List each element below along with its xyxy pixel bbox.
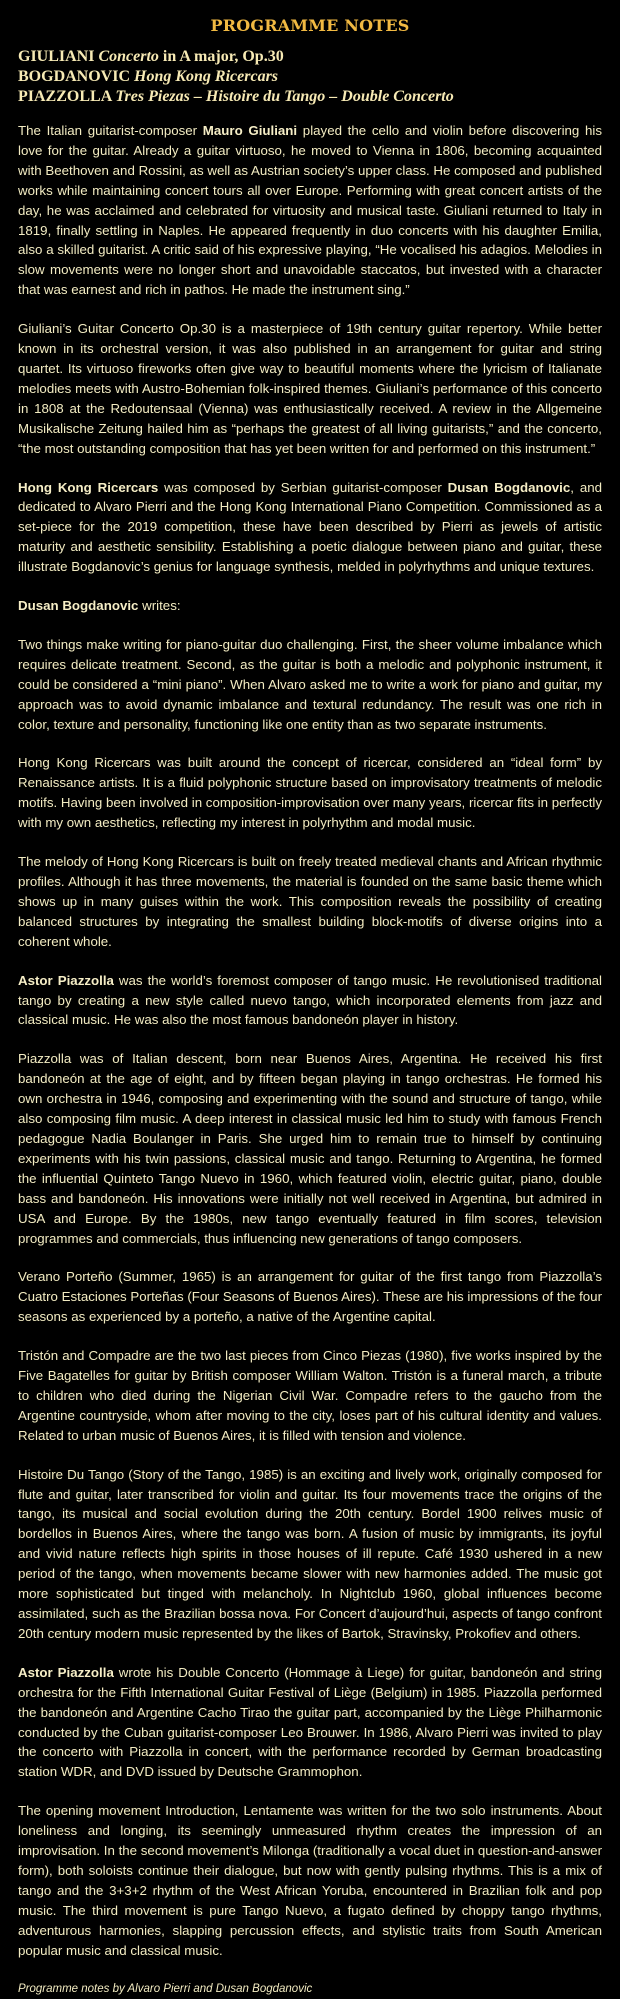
composer-name: GIULIANI	[18, 48, 94, 65]
work-title: Tres Piezas – Histoire du Tango – Double Concerto	[115, 88, 453, 105]
text: The Italian guitarist-composer	[18, 123, 203, 138]
text: played the cello and violin before discovering his love for the guitar. Already a guitar virtuoso, he moved to Vienna in 1806, becoming acquainted with Beethoven and Rossini, as well as Austrian society’s upper class. He composed and published works while maintaining concert tours all over Europe. Performing with great concert artists of the day, he was acclaimed and celebrated for virtuosity and musical taste. Giuliani returned to Italy in 1819, finally settling in Naples. He appeared frequently in duo concerts with his daughter Emilia, also a skilled guitarist. A critic said of his expressive playing, “He vocalised his adagios. Melodies in slow movements were no longer short and unavoidable staccatos, but invested with a character that was earnest and rich in pathos. He made the instrument sing.”	[18, 123, 602, 297]
paragraph-histoire-du-tango: Histoire Du Tango (Story of the Tango, 1985) is an exciting and lively work, originally composed for flute and guitar, later transcribed for violin and guitar. Its four movements trace the origins of the tango, its musical and social evolution during the 20th century. Bordel 1900 relives music of bordellos in Buenos Aires, where the tango was born. A fusion of music by immigrants, its joyful and vivid nature reflects high spirits in those houses of ill repute. Café 1930 ushered in a new period of the tango, when movements became slower with new harmonies added. The music got more sophisticated but tinged with melancholy. In Nightclub 1960, global influences become assimilated, such as the Brazilian bossa nova. For Concert d’aujourd’hui, aspects of tango confront 20th century modern music represented by the likes of Bartok, Stravinsky, Prokofiev and others.	[18, 1465, 602, 1644]
text: was the world’s foremost composer of tango music. He revolutionised traditional tango by creating a new style called nuevo tango, which incorporated elements from jazz and classical music. He was also the most famous bandoneón player in history.	[18, 973, 602, 1028]
notes-body	[18, 121, 602, 1999]
text: was composed by Serbian guitarist-composer	[158, 480, 447, 495]
bold-name: Dusan Bogdanovic	[448, 480, 571, 495]
paragraph-ricercars-intro	[18, 478, 602, 578]
bold-name: Mauro Giuliani	[203, 123, 297, 138]
page-title: PROGRAMME NOTES	[18, 16, 602, 35]
work-detail: in A major, Op.30	[159, 48, 284, 65]
programme-list	[18, 47, 602, 107]
programme-item-piazzolla	[18, 87, 602, 107]
paragraph-giuliani-bio	[18, 121, 602, 300]
paragraph-double-concerto-movements: The opening movement Introduction, Lentamente was written for the two solo instruments. About loneliness and longing, its seemingly unmeasured rhythm creates the impression of an improvisation. In the second movement’s Milonga (traditionally a vocal duet in question-and-answer form), both soloists continue their dialogue, but now with gently pulsing rhythms. This is a mix of tango and the 3+3+2 rhythm of the West African Yoruba, encountered in Brazilian folk and pop music. The third movement is pure Tango Nuevo, a fugato defined by choppy tango rhythms, adventurous harmonies, slapping percussion effects, and stylistic traits from South American popular music and classical music.	[18, 1801, 602, 1960]
programme-item-giuliani	[18, 47, 602, 67]
paragraph-duo-challenges: Two things make writing for piano-guitar duo challenging. First, the sheer volume imbalance which requires delicate treatment. Second, as the guitar is both a melodic and polyphonic instrument, it could be considered a “mini piano”. When Alvaro asked me to write a work for piano and guitar, my approach was to avoid dynamic imbalance and textural redundancy. The result was one rich in color, texture and personality, functioning like one entity than as two separate instruments.	[18, 635, 602, 735]
paragraph-piazzolla-intro	[18, 971, 602, 1031]
work-title: Concerto	[98, 48, 158, 65]
text: , and dedicated to Alvaro Pierri and the Hong Kong International Piano Competition. Commissioned as a set-piece for the 2019 competition, these have been described by Pierri as jewels of artistic maturity and aesthetic sensibility. Establishing a poetic dialogue between piano and guitar, these illustrate Bogdanovic’s genius for language synthesis, melded in polyrhythms and unique textures.	[18, 480, 602, 575]
paragraph-double-concerto	[18, 1663, 602, 1782]
composer-name: BOGDANOVIC	[18, 68, 130, 85]
bold-name: Astor Piazzolla	[18, 1665, 114, 1680]
programme-item-bogdanovic	[18, 67, 602, 87]
bold-name: Dusan Bogdanovic	[18, 598, 138, 613]
text: wrote his Double Concerto (Hommage à Liege) for guitar, bandoneón and string orchestra for the Fifth International Guitar Festival of Liège (Belgium) in 1985. Piazzolla performed the bandoneón and Argentine Cacho Tirao the guitar part, accompanied by the Liège Philharmonic conducted by the Cuban guitarist-composer Leo Brouwer. In 1986, Alvaro Pierri was invited to play the concerto with Piazzolla in concert, with the performance recorded by German broadcasting station WDR, and DVD issued by Deutsche Grammophon.	[18, 1665, 602, 1780]
paragraph-ricercar-concept: Hong Kong Ricercars was built around the concept of ricercar, considered an “ideal form” by Renaissance artists. It is a fluid polyphonic structure based on improvisatory treatments of melodic motifs. Having been involved in composition-improvisation over many years, ricercar fits in perfectly with my own aesthetics, reflecting my interest in polyrhythm and modal music.	[18, 753, 602, 833]
paragraph-triston-compadre: Tristón and Compadre are the two last pieces from Cinco Piezas (1980), five works inspired by the Five Bagatelles for guitar by British composer William Walton. Tristón is a funeral march, a tribute to children who died during the Nigerian Civil War. Compadre refers to the gaucho from the Argentine countryside, whom after moving to the city, loses part of his cultural identity and values. Related to urban music of Buenos Aires, it is filled with tension and violence.	[18, 1346, 602, 1446]
bold-name: Astor Piazzolla	[18, 973, 114, 988]
paragraph-bogdanovic-writes	[18, 596, 602, 616]
paragraph-verano-porteno: Verano Porteño (Summer, 1965) is an arrangement for guitar of the first tango from Piazzolla’s Cuatro Estaciones Porteñas (Four Seasons of Buenos Aires). These are his impressions of the four seasons as experienced by a porteño, a native of the Argentine capital.	[18, 1267, 602, 1327]
composer-name: PIAZZOLLA	[18, 88, 111, 105]
paragraph-giuliani-concerto: Giuliani’s Guitar Concerto Op.30 is a masterpiece of 19th century guitar repertory. While better known in its orchestral version, it was also published in an arrangement for guitar and string quartet. Its virtuoso fireworks often give way to beautiful moments where the lyricism of Italianate melodies meets with Austro-Bohemian folk-inspired themes. Giuliani’s performance of this concerto in 1808 at the Redoutensaal (Vienna) was enthusiastically received. A review in the Allgemeine Musikalische Zeitung hailed him as “perhaps the greatest of all living guitarists,” and the concerto, “the most outstanding composition that has yet been written for and performed on this instrument.”	[18, 319, 602, 458]
paragraph-piazzolla-bio: Piazzolla was of Italian descent, born near Buenos Aires, Argentina. He received his first bandoneón at the age of eight, and by fifteen began playing in tango orchestras. He formed his own orchestra in 1946, composing and experimenting with the sound and structure of tango, while also composing film music. A deep interest in classical music led him to study with famous French pedagogue Nadia Boulanger in Paris. She urged him to remain true to himself by continuing experiments with his twin passions, classical music and tango. Returning to Argentina, he formed the influential Quinteto Tango Nuevo in 1960, which featured violin, electric guitar, piano, double bass and bandoneón. His innovations were initially not well received in Argentina, but admired in USA and Europe. By the 1980s, new tango eventually featured in film scores, television programmes and commercials, thus influencing new generations of tango composers.	[18, 1049, 602, 1248]
text: writes:	[138, 598, 180, 613]
work-title: Hong Kong Ricercars	[134, 68, 278, 85]
notes-credit: Programme notes by Alvaro Pierri and Dusan Bogdanovic	[18, 1980, 602, 1999]
paragraph-ricercars-melody: The melody of Hong Kong Ricercars is built on freely treated medieval chants and African rhythmic profiles. Although it has three movements, the material is founded on the same basic theme which shows up in many guises within the work. This composition reveals the possibility of creating balanced structures by integrating the smallest building block-motifs of diverse origins into a coherent whole.	[18, 852, 602, 952]
bold-work: Hong Kong Ricercars	[18, 480, 158, 495]
